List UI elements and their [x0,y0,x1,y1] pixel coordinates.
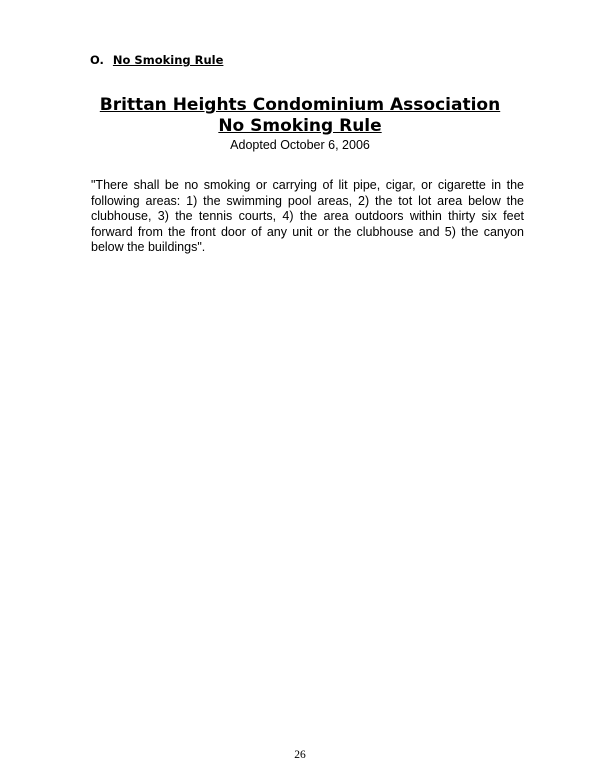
section-letter: O. [90,53,104,67]
page-number: 26 [294,749,306,761]
association-title: Brittan Heights Condominium Association [99,95,501,115]
rule-paragraph: "There shall be no smoking or carrying of lit pipe, cigar, or cigarette in the following areas: 1) the swimming pool areas, 2) the tot lot area below the clubhouse, 3) the tennis courts, 4) the area outdoors within thirty six feet forward from the front door of any unit or the clubhouse and 5) the canyon below the buildings". [91,178,524,254]
section-heading [90,53,223,67]
section-name: No Smoking Rule [112,53,224,67]
title-block [0,95,600,153]
rule-title: No Smoking Rule [218,116,382,136]
adopted-date: Adopted October 6, 2006 [230,138,370,152]
